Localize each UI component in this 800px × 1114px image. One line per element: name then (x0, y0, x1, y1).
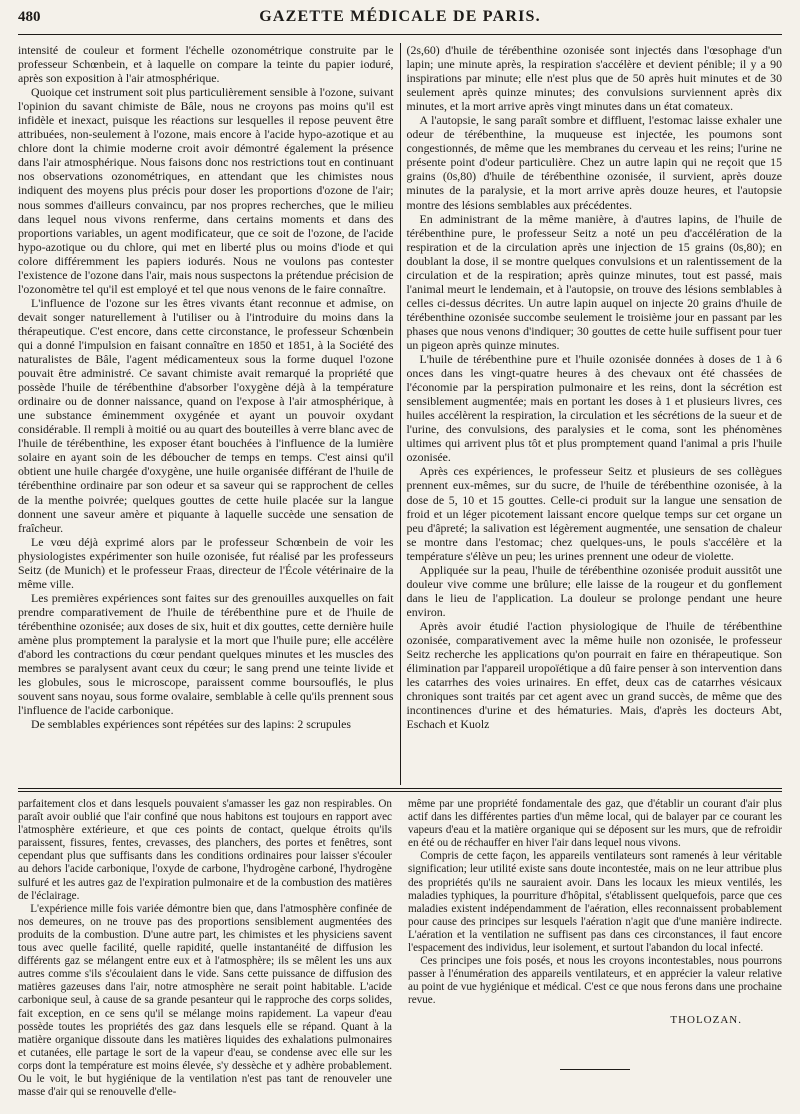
paragraph: parfaitement clos et dans lesquels pouvaient s'amasser les gaz non respirables. On paraît avoir oublié que l'air confiné que nous habitons est toujours en rapport avec l'atmosphère extérieure, et que ces points de contact, quelque étroits qu'ils paraissent, fissures, fentes, crevasses, des planchers, des portes et fenêtres, sont cependant plus que suffisants dans les conditions ordinaires pour laisser s'écouler au dehors l'acide carbonique, l'oxyde de carbone, l'hydrogène carboné, l'hydrogène sulfuré et les autres gaz de l'expiration pulmonaire et de la combustion des matières de l'éclairage. (18, 798, 392, 902)
paragraph: Les premières expériences sont faites sur des grenouilles auxquelles on fait prendre comparativement de l'huile de térébenthine pure et de l'huile de térébenthine ozonisée; aux doses de six, huit et dix gouttes, cette dernière huile amène plus promptement la paralysie et la mort que l'huile pure; elle accélère d'abord les contractions du cœur pendant quelques minutes et les muscles des membres se paralysent avant ceux du cœur; le sang prend une teinte livide et les globules, sous le microscope, paraissent comme boursouflés, le plus souvent sans noyau, sous forme ovalaire, semblable à celle qu'ils prennent sous l'influence de l'acide carbonique. (18, 590, 394, 718)
feuilleton-article (18, 798, 782, 1114)
paragraph: L'expérience mille fois variée démontre bien que, dans l'atmosphère confinée de nos demeures, on ne trouve pas des proportions sensiblement augmentées des produits de la combustion. D'une autre part, les chimistes et les physiciens savent tous avec quelle facilité, quelle rapidité, quelle instantanéité de diffusion les différents gaz se mélangent entre eux et à l'atmosphère; ils se mêlent les uns aux autres comme s'ils s'écoulaient dans le vide. Sans cette puissance de diffusion des matières gazeuses dans l'air, notre atmosphère ne serait point habitable. L'acide carbonique seul, à cause de sa grande pesanteur qui le rapproche des corps solides, fait exception, en ce sens qu'il se mélange moins rapidement. La vapeur d'eau possède toutes les propriétés des gaz dans lesquels elle se répand. Quant à la matière organique dissoute dans les matières liquides des exhalations pulmonaires et cutanées, elle partage le sort de la vapeur d'eau, se condense avec elle sur les corps dont la température est moins élevée, s'y dessèche et y adhère probablement. Ou le voit, le but hygiénique de la ventilation n'est pas tant de renouveler une masse d'air qui se renouvelle d'elle- (18, 902, 392, 1099)
paragraph: Quoique cet instrument soit plus particulièrement sensible à l'ozone, suivant l'opinion du savant chimiste de Bâle, nous ne croyons pas moins qu'il est infidèle et inexact, puisque les réactions sur lesquelles il repose peuvent être attribuées, non-seulement à l'ozone, mais encore à l'acide hypo-azotique et au chlore dont la chimie moderne croit avoir démontré également la présence dans l'air atmosphérique. Nous faisons donc nos restrictions tout en continuant nos observations ozonométriques, en attendant que les chimistes nous indiquent des moyens plus précis pour doser les proportions d'ozone de l'air; nous sommes d'ailleurs convaincu, par nos propres recherches, que le milieu dans lequel nous vivons renferme, dans certains moments et dans des proportions variables, un agent modificateur, que ce soit de l'ozone, de l'acide hypo-azotique ou du chlore, qui met en liberté plus ou moins d'iode et qui colore différemment les papiers iodurés. Nous ne voulons pas contester l'existence de l'ozone dans l'air, mais nous suspectons la prétendue précision de l'ozonomètre tel qu'il est employé et tel que nous venons de le faire connaître. (18, 85, 394, 296)
paragraph: L'influence de l'ozone sur les êtres vivants étant reconnue et admise, on devait songer naturellement à l'utiliser ou à l'introduire du moins dans la thérapeutique. C'est encore, dans cette circonstance, le professeur Schœnbein qui a donné l'impulsion en faisant connaître en 1850 et 1851, à la Société des naturalistes de Bâle, l'agent médicamenteux sous la forme duquel l'ozone pouvait être administré. Ce savant chimiste avait remarqué la propriété que possède l'huile de térébenthine d'absorber l'oxygène déjà à la température ordinaire ou de donner naissance, quand on l'expose à l'air atmosphérique, à une substance éminemment oxygénée et ayant un pouvoir oxydant considérable. Il rempli à moitié ou au quart des bouteilles à verre blanc avec de l'huile de térébenthine, les exposer étant bouchées à l'influence de la lumière solaire en ayant soin de les déboucher de temps en temps. C'est ainsi qu'il obtient une huile chargée d'oxygène, une huile organisée différant de l'huile de térébenthine ordinaire par son odeur et sa saveur qui se rapprochent de celles de la menthe poivrée; quelques gouttes de cette huile placée sur la langue donnent une saveur amère et piquante à laquelle succède une sensation de fraîcheur. (18, 295, 394, 535)
paragraph: Après ces expériences, le professeur Seitz et plusieurs de ses collègues prennent eux-mêmes, sur du sucre, de l'huile de térébenthine ozonisée, à la dose de 5, 10 et 15 gouttes. Celle-ci produit sur la langue une sensation de froid et un léger picotement laissant encore quelque temps sur cet organe un peu d'âpreté; la salivation est légèrement augmentée, une sensation de chaleur se montre dans l'estomac; chez quelques-uns, le pouls s'accélère et la température s'élève un peu; les urines prennent une odeur de violette. (406, 464, 782, 563)
main-article-left-column (18, 43, 400, 785)
paragraph: L'huile de térébenthine pure et l'huile ozonisée données à doses de 1 à 6 onces dans les vingt-quatre heures à des chevaux ont été chassées de l'économie par la perspiration pulmonaire et les reins, dont la sécrétion est sensiblement augmentée; mais en portant les doses à 1 et plusieurs livres, ces huiles accélèrent la respiration, la circulation et les sécrétions de la sueur et de l'urine, des convulsions, des paralysies et le coma, sont les phénomènes ultimes qui arrivent plus tôt et plus promptement quand l'animal a pris l'huile ozonisée. (406, 352, 782, 465)
page-header (18, 8, 782, 35)
paragraph: A l'autopsie, le sang paraît sombre et diffluent, l'estomac laisse exhaler une odeur de térébenthine, la muqueuse est injectée, les poumons sont congestionnés, de même que les membranes du cerveau et les reins; l'urine ne présente point d'odeur particulière. Chez un autre lapin qui ne reçoit que 15 grains (0s,80) d'huile de térébenthine ozonisée, il survient, après douze minutes de la paralysie, et la mort arrive après douze heures, et l'autopsie montre des lésions semblables aux précédentes. (406, 113, 782, 212)
paragraph: (2s,60) d'huile de térébenthine ozonisée sont injectés dans l'œsophage d'un lapin; une minute après, la respiration s'accélère et devient pénible; il y a 90 inspirations par minute; elle n'est plus que de 50 après huit minutes et de 30 seulement après quinze minutes; des convulsions surviennent après dix minutes, et la mort arrive après vingt minutes dans un état comateux. (406, 43, 782, 114)
main-article (18, 43, 782, 785)
paragraph: En administrant de la même manière, à d'autres lapins, de l'huile de térébenthine pure, le professeur Seitz a noté un peu d'accélération de la respiration et de la circulation après une injection de 15 grains (0s,80); en doublant la dose, il se montre quelques convulsions et un ralentissement de la circulation et de la respiration; après quinze minutes, tout est passé, mais l'animal meurt le lendemain, et à l'autopsie, on trouve des lésions semblables à celles ci-dessus décrites. Un autre lapin auquel on injecte 20 grains d'huile de térébenthine ozonisée succombe seulement le troisième jour en passant par les phases que nous venons d'indiquer; 30 gouttes de cette huile suffisent pour tuer un pigeon après quinze minutes. (406, 211, 782, 352)
paragraph: intensité de couleur et forment l'échelle ozonométrique construite par le professeur Schœnbein, et à laquelle on compare la teinte du papier ioduré, après son exposition à l'air atmosphérique. (18, 43, 394, 86)
paragraph: Compris de cette façon, les appareils ventilateurs sont ramenés à leur véritable signification; leur utilité existe sans doute incontestée, mais on ne leur attribue plus des propriétés qu'ils ne sauraient avoir. Dans les locaux les mieux ventilés, les maladies typhiques, la pourriture d'hôpital, s'établissent quelquefois, parce que ces maladies existent indépendamment de l'aération, elles reconnaissent probablement pour cause des principes sur lesquels l'aération n'agit que d'une manière indirecte. L'aération et la ventilation ne suffisent pas dans ces circonstances, il faut encore l'espacement des individus, leur isolement, et surtout l'abandon du local infecté. (408, 850, 782, 955)
section-divider-thin (18, 791, 782, 792)
section-divider (18, 788, 782, 789)
paragraph: même par une propriété fondamentale des gaz, que d'établir un courant d'air plus actif dans les différentes parties d'un même local, qui de balayer par ce courant les vapeurs d'eau et la matière organique qui se déposent sur les murs, que de refroidir en été ou de réchauffer en hiver l'air dans lequel nous vivons. (408, 798, 782, 850)
page-number: 480 (18, 9, 41, 25)
feuilleton-right-column (400, 798, 782, 1114)
paragraph: De semblables expériences sont répétées sur des lapins: 2 scrupules (31, 717, 352, 732)
main-article-right-column (401, 43, 783, 785)
author-signature: THOLOZAN. (670, 1013, 742, 1026)
paragraph: Après avoir étudié l'action physiologique de l'huile de térébenthine ozonisée, comparativement avec la même huile non ozonisée, le professeur Seitz recherche les applications qu'on pourrait en faire en thérapeutique. Son élimination par l'appareil uropoïétique a dû faire penser à son intervention dans les catarrhes des voies urinaires. En effet, deux cas de catarrhes vésicaux chroniques sont traités par cet agent avec un grand succès, de même que des incontinences d'urine et des hématuries. Mais, d'après les docteurs Abt, Eschach et Kuolz (406, 618, 782, 732)
feuilleton-left-column (18, 798, 400, 1114)
paragraph: Ces principes une fois posés, et nous les croyons incontestables, nous pourrons passer à l'énumération des appareils ventilateurs, et en apprécier la valeur relative au point de vue hygiénique et médical. C'est ce que nous ferons dans une prochaine revue. (408, 955, 782, 1007)
paragraph: Le vœu déjà exprimé alors par le professeur Schœnbein de voir les physiologistes expérimenter son huile ozonisée, fut réalisé par les professeurs Seitz (de Munich) et le professeur Fraas, directeur de l'École vétérinaire de la même ville. (18, 534, 394, 591)
end-rule (560, 1069, 630, 1070)
journal-title: GAZETTE MÉDICALE DE PARIS. (259, 8, 541, 25)
paragraph: Appliquée sur la peau, l'huile de térébenthine ozonisée produit aussitôt une douleur vive comme une brûlure; elle laisse de la rougeur et du gonflement dans le lieu de l'application. La douleur se prolonge pendant une heure environ. (406, 562, 782, 619)
